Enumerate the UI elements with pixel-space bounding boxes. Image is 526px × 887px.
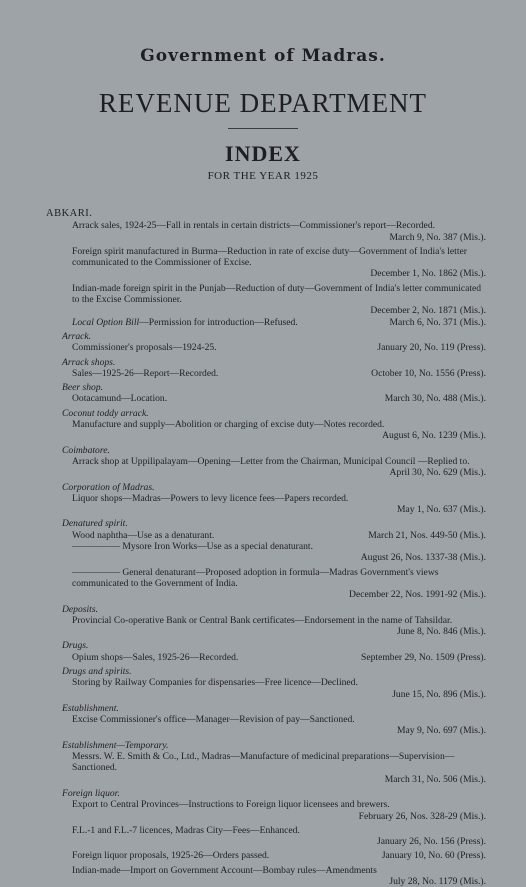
entry-text: Messrs. W. E. Smith & Co., Ltd., Madras—Manufacture of medicinal preparations—Supervision—Sanctioned. [72,751,455,774]
entry-heading: Foreign liquor. [62,787,120,799]
entry-heading: Coconut toddy arrack. [62,407,149,419]
government-heading: Government of Madras. [140,46,386,66]
section-heading: ABKARI. [46,208,93,219]
entry-text: Arrack shop at Uppilipalayam—Opening—Letter from the Chairman, Municipal Council —Replied to. [72,455,470,467]
entry-heading: Local Option Bill [72,316,140,328]
entry-text: Storing by Railway Companies for dispensaries—Free licence—Declined. [72,677,358,689]
entry-text: F.L.-1 and F.L.-7 licences, Madras City—Fees—Enhanced. [72,824,300,836]
entry-heading: Denatured spirit. [62,518,128,530]
department-title: REVENUE DEPARTMENT [98,88,428,118]
list-item [46,541,486,564]
entry-heading: Drugs. [62,640,89,652]
index-title: INDEX [225,141,301,166]
entry-text: Arrack sales, 1924-25—Fall in rentals in certain districts—Commissioner's report—Recorded. [72,220,436,232]
list-item [46,604,486,638]
entry-text: Commissioner's proposals—1924-25. [72,342,217,354]
entry-heading: Deposits. [62,603,98,615]
entry-ref: August 26, Nos. 1337-38 (Mis.). [360,552,486,564]
entry-ref: June 8, No. 846 (Mis.). [396,626,486,638]
list-item [46,408,486,442]
entry-text: Export to Central Provinces—Instructions to Foreign liquor licensees and brewers. [72,799,390,811]
entry-text: Indian-made foreign spirit in the Punjab—Reduction of duty—Government of India's letter communicated to the Excise Commissioner. [72,282,482,306]
entry-heading: Establishment—Temporary. [62,739,169,751]
entry-text: Foreign liquor proposals, 1925-26—Orders passed. [72,850,270,862]
entry-heading: Corporation of Madras. [62,481,155,493]
entry-ref: August 6, No. 1239 (Mis.). [382,430,486,442]
entry-text: Provincial Co-operative Bank or Central Bank certificates—Endorsement in the name of Tahsildar. [72,614,453,626]
list-item [46,518,486,541]
list-item [46,788,486,822]
entry-ref: December 1, No. 1862 (Mis.). [370,268,486,280]
entry-text: Sales—1925-26—Report—Recorded. [72,367,219,379]
entry-text: Foreign spirit manufactured in Burma—Reduction in rate of excise duty—Government of India's letter communicated to the Commissioner of Excise. [72,245,467,269]
list-item [46,740,486,785]
list-item [46,246,486,280]
title-divider [228,128,298,129]
entry-text: —Permission for introduction—Refused. [139,316,298,328]
list-item [46,482,486,516]
entry-ref: June 15, No. 896 (Mis.). [392,688,486,700]
entry-ref: September 29, No. 1509 (Press). [361,651,486,663]
entry-text: Wood naphtha—Use as a denaturant. [72,529,215,541]
entry-ref: March 30, No. 488 (Mis.). [384,393,486,405]
entry-heading: Coimbatore. [62,444,110,456]
entry-text: Excise Commissioner's office—Manager—Revision of pay—Sanctioned. [72,714,355,726]
entry-text: ————— Mysore Iron Works—Use as a special denaturant. [72,541,313,553]
entry-ref: December 22, Nos. 1991-92 (Mis.). [349,589,486,601]
entry-ref: January 10, No. 60 (Press). [381,850,486,862]
entry-ref: May 9, No. 697 (Mis.). [396,725,486,737]
index-year: FOR THE YEAR 1925 [207,170,319,182]
list-item [46,445,486,479]
list-item [46,331,486,354]
list-item [46,703,486,737]
entry-ref: January 26, No. 156 (Press). [377,836,486,848]
entry-text: Indian-made—Import on Government Account—Bombay rules—Amendments [72,864,377,876]
entry-ref: December 2, No. 1871 (Mis.). [370,305,486,317]
entry-ref: October 10, No. 1556 (Press). [371,367,486,379]
index-entries [46,208,486,887]
entry-heading: Beer shop. [62,382,104,394]
entry-heading: Arrack. [62,330,92,342]
entry-heading: Drugs and spirits. [62,665,132,677]
entry-text: Ootacamund—Location. [72,393,168,405]
entry-ref: July 28, No. 1179 (Mis.). [389,876,486,887]
list-item [46,283,486,317]
list-item [46,567,486,601]
list-item [46,382,486,405]
entry-ref: March 6, No. 371 (Mis.). [389,316,486,328]
list-item [46,317,486,328]
entry-text: Liquor shops—Madras—Powers to levy licence fees—Papers recorded. [72,492,349,504]
entry-heading: Establishment. [62,702,119,714]
entry-text: Opium shops—Sales, 1925-26—Recorded. [72,651,239,663]
list-item [46,850,486,861]
entry-ref: March 9, No. 387 (Mis.). [389,231,486,243]
entry-ref: February 26, Nos. 328-29 (Mis.). [358,810,486,822]
list-item [46,220,486,243]
list-item [46,825,486,848]
entry-ref: March 21, Nos. 449-50 (Mis.). [368,529,486,541]
list-item [46,640,486,663]
entry-ref: April 30, No. 629 (Mis.). [389,467,486,479]
entry-ref: March 31, No. 506 (Mis.). [384,773,486,785]
entry-text: Manufacture and supply—Abolition or charging of excise duty—Notes recorded. [72,419,385,431]
list-item [46,357,486,380]
entry-ref: January 20, No. 119 (Press). [377,342,486,354]
entry-heading: Arrack shops. [62,356,116,368]
entry-text: ————— General denaturant—Proposed adoption in formula—Madras Government's views communicated to the Government of India. [72,566,439,589]
entry-ref: May 1, No. 637 (Mis.). [396,504,486,516]
list-item [46,666,486,700]
